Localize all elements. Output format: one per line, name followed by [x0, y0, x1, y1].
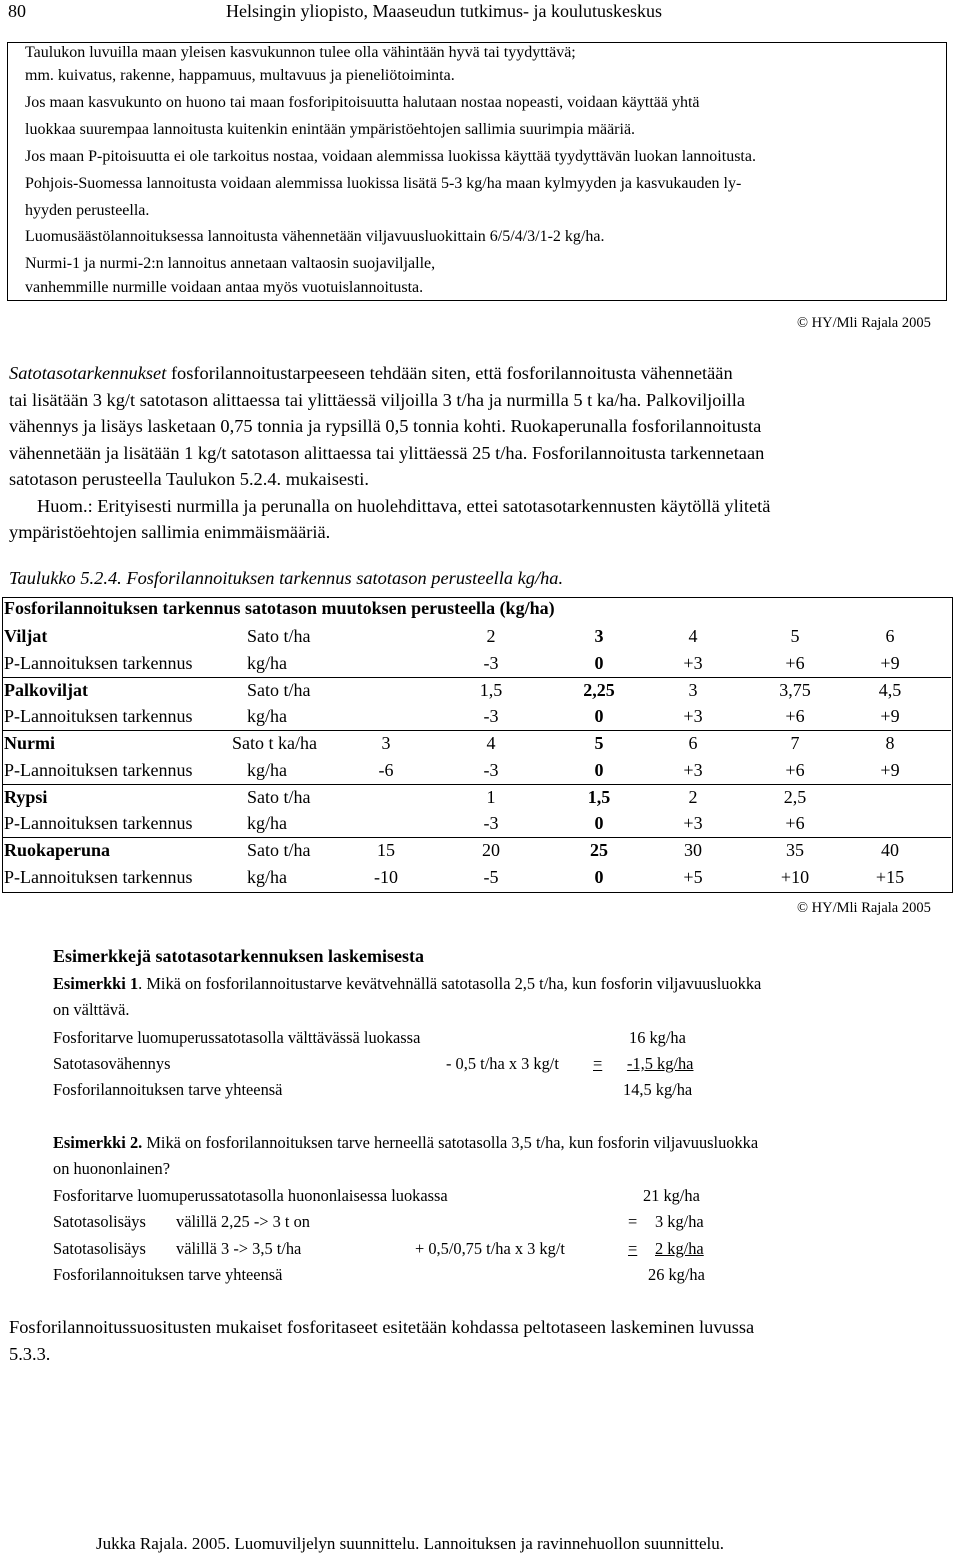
- yield-cell: 6: [688, 733, 698, 753]
- adjustment-cell: 0: [594, 706, 604, 726]
- yield-cell: 4: [688, 626, 698, 646]
- term-satotasotarkennukset: Satotasotarkennukset: [9, 363, 167, 383]
- ex1-row-value: 14,5 kg/ha: [623, 1080, 693, 1099]
- yield-cell: 15: [377, 840, 395, 860]
- yield-cell: 2,5: [783, 786, 807, 807]
- crop-name: Nurmi: [4, 733, 55, 753]
- closing-text: 5.3.3.: [9, 1344, 51, 1364]
- ex2-row-range: välillä 3 -> 3,5 t/ha: [176, 1239, 302, 1258]
- adjustment-cell: +6: [785, 706, 805, 726]
- note-line: Taulukon luvuilla maan yleisen kasvukunnon tulee olla vähintään hyvä tai tyydyttävä;: [25, 44, 576, 61]
- page-footer: Jukka Rajala. 2005. Luomuviljelyn suunnittelu. Lannoituksen ja ravinnehuollon suunnittelu.: [96, 1534, 724, 1553]
- paragraph-text: ympäristöehtojen sallimia enimmäismääriä.: [9, 522, 331, 542]
- adjustment-cell: -3: [483, 813, 499, 833]
- yield-cell: 3: [688, 679, 698, 700]
- adjustment-label: P-Lannoituksen tarkennus: [4, 706, 193, 726]
- adjustment-cell: +3: [683, 813, 703, 833]
- yield-cell: 4,5: [878, 679, 902, 700]
- example-2-label: Esimerkki 2.: [53, 1133, 143, 1152]
- ex2-row-range: välillä 2,25 -> 3 t on: [176, 1212, 310, 1231]
- table-separator: [3, 837, 951, 838]
- phosphorus-adjustment-table: [2, 597, 953, 893]
- table-separator: [3, 784, 951, 785]
- ex1-row-value: -1,5 kg/ha: [627, 1054, 694, 1073]
- yield-label: Sato t ka/ha: [232, 733, 317, 753]
- note-line: Nurmi-1 ja nurmi-2:n lannoitus annetaan valtaosin suojaviljalle,: [25, 255, 436, 272]
- ex1-row-label: Satotasovähennys: [53, 1054, 171, 1073]
- adjustment-label: P-Lannoituksen tarkennus: [4, 652, 193, 673]
- example-2-text-cont: on huononlainen?: [53, 1159, 170, 1178]
- adjustment-cell: 0: [594, 759, 604, 780]
- yield-cell: 3,75: [779, 679, 811, 700]
- note-box: [7, 42, 947, 301]
- adjustment-cell: +3: [683, 759, 703, 780]
- adjustment-cell: -3: [483, 652, 499, 673]
- ex1-row-label: Fosforitarve luomuperussatotasolla välttävässä luokassa: [53, 1028, 421, 1047]
- adjustment-cell: +6: [785, 759, 805, 780]
- adjustment-cell: 0: [594, 813, 604, 833]
- adjustment-cell: +9: [880, 652, 900, 673]
- note-line: mm. kuivatus, rakenne, happamuus, multavuus ja pieneliötoiminta.: [25, 67, 455, 84]
- yield-cell: 25: [590, 840, 608, 860]
- yield-cell: 35: [786, 840, 804, 860]
- adjustment-cell: +6: [785, 652, 805, 673]
- yield-label: Sato t/ha: [247, 626, 311, 646]
- ex2-row-value: 2 kg/ha: [655, 1239, 704, 1258]
- yield-cell: 8: [885, 733, 895, 753]
- yield-cell: 1: [486, 786, 496, 807]
- adjustment-cell: -5: [483, 866, 499, 887]
- note-line: Jos maan kasvukunto on huono tai maan fosforipitoisuutta halutaan nostaa nopeasti, voidaan käyttää yhtä: [25, 94, 700, 111]
- paragraph-text: vähennys ja lisäys lasketaan 0,75 tonnia ja rypsillä 0,5 tonnia kohti. Ruokaperunalla fosforilannoitusta: [9, 416, 762, 436]
- paragraph-text: satotason perusteella Taulukon 5.2.4. mukaisesti.: [9, 469, 369, 489]
- note-line: Pohjois-Suomessa lannoitusta voidaan alemmissa luokissa lisätä 5-3 kg/ha maan kylmyyden ja kasvukauden ly-: [25, 175, 742, 192]
- adjustment-cell: -6: [378, 759, 394, 780]
- yield-cell: 5: [594, 733, 604, 753]
- note-line: hyyden perusteella.: [25, 202, 150, 219]
- adjustment-cell: +10: [780, 866, 810, 887]
- adjustment-cell: +15: [875, 866, 905, 887]
- yield-cell: 2: [688, 786, 698, 807]
- yield-cell: 30: [684, 840, 702, 860]
- note-line: Jos maan P-pitoisuutta ei ole tarkoitus nostaa, voidaan alemmissa luokissa käyttää tyydyttävän luokan lannoitusta.: [25, 148, 756, 165]
- adjustment-cell: +3: [683, 652, 703, 673]
- adjustment-unit: kg/ha: [247, 813, 287, 833]
- paragraph-text: fosforilannoitustarpeeseen tehdään siten, että fosforilannoitusta vähennetään: [170, 363, 733, 383]
- yield-cell: 20: [482, 840, 500, 860]
- example-2-question: [53, 1133, 758, 1153]
- yield-label: Sato t/ha: [247, 840, 311, 860]
- example-1-text-cont: on välttävä.: [53, 1000, 130, 1019]
- note-line: Luomusäästölannoituksessa lannoitusta vähennetään viljavuusluokittain 6/5/4/3/1-2 kg/ha.: [25, 228, 605, 245]
- copyright-table: © HY/Mli Rajala 2005: [797, 900, 931, 916]
- crop-name: Viljat: [4, 626, 48, 646]
- yield-cell: 6: [885, 626, 895, 646]
- adjustment-cell: +6: [785, 813, 805, 833]
- yield-cell: 40: [881, 840, 899, 860]
- yield-cell: 2,25: [583, 679, 615, 700]
- paragraph-text: vähennetään ja lisätään 1 kg/t satotason alittaessa tai ylittäessä 25 t/ha. Fosforilannoitusta tarkennetaan: [9, 442, 765, 463]
- note-line: luokkaa suurempaa lannoitusta kuitenkin enintään ympäristöehtojen sallimia suurimpia määriä.: [25, 121, 636, 138]
- example-2-text: Mikä on fosforilannoituksen tarve herneellä satotasolla 3,5 t/ha, kun fosforin viljavuusluokka: [142, 1133, 759, 1152]
- crop-name: Ruokaperuna: [4, 840, 111, 860]
- yield-cell: 3: [381, 733, 391, 753]
- yield-label: Sato t/ha: [247, 679, 311, 700]
- adjustment-cell: +9: [880, 759, 900, 780]
- example-1-text: . Mikä on fosforilannoitustarve kevätvehnällä satotasolla 2,5 t/ha, kun fosforin viljavuusluokka: [138, 974, 762, 993]
- ex2-row-value: 21 kg/ha: [643, 1186, 700, 1205]
- adjustment-unit: kg/ha: [247, 706, 287, 726]
- adjustment-cell: -10: [374, 866, 398, 887]
- table-separator: [3, 677, 951, 678]
- ex2-row-value: 26 kg/ha: [648, 1265, 705, 1284]
- yield-cell: 7: [790, 733, 800, 753]
- paragraph-satotaso: [9, 360, 931, 546]
- yield-cell: 5: [790, 626, 800, 646]
- adjustment-cell: -3: [483, 706, 499, 726]
- crop-name: Rypsi: [4, 786, 48, 807]
- ex2-row-calc: + 0,5/0,75 t/ha x 3 kg/t: [415, 1239, 565, 1258]
- example-1-label: Esimerkki 1: [53, 974, 139, 993]
- examples-heading: Esimerkkejä satotasotarkennuksen laskemisesta: [53, 946, 425, 966]
- table-separator: [3, 730, 951, 731]
- copyright-note: © HY/Mli Rajala 2005: [797, 315, 931, 331]
- paragraph-text: Huom.: Erityisesti nurmilla ja perunalla on huolehdittava, ettei satotasotarkennusten käytöllä ylitetä: [37, 495, 771, 516]
- ex2-row-label: Satotasolisäys: [53, 1239, 146, 1258]
- adjustment-label: P-Lannoituksen tarkennus: [4, 866, 193, 887]
- ex2-row-label: Satotasolisäys: [53, 1212, 146, 1231]
- yield-label: Sato t/ha: [247, 786, 311, 807]
- adjustment-cell: +5: [683, 866, 703, 887]
- adjustment-cell: +3: [683, 706, 703, 726]
- adjustment-label: P-Lannoituksen tarkennus: [4, 759, 193, 780]
- table-title: Fosforilannoituksen tarkennus satotason muutoksen perusteella (kg/ha): [4, 598, 555, 618]
- adjustment-unit: kg/ha: [247, 866, 287, 887]
- page-header: Helsingin yliopisto, Maaseudun tutkimus- ja koulutuskeskus: [226, 1, 662, 21]
- ex2-row-label: Fosforilannoituksen tarve yhteensä: [53, 1265, 283, 1284]
- yield-cell: 1,5: [587, 786, 611, 807]
- ex2-row-value: 3 kg/ha: [655, 1212, 704, 1231]
- paragraph-text: tai lisätään 3 kg/t satotason alittaessa tai ylittäessä viljoilla 3 t/ha ja nurmilla 5 t ka/ha. Palkoviljoilla: [9, 389, 745, 410]
- ex1-row-value: 16 kg/ha: [629, 1028, 686, 1047]
- adjustment-label: P-Lannoituksen tarkennus: [4, 813, 193, 833]
- adjustment-cell: +9: [880, 706, 900, 726]
- note-line: vanhemmille nurmille voidaan antaa myös vuotuislannoitusta.: [25, 279, 424, 296]
- ex2-row-eq: =: [628, 1239, 638, 1258]
- adjustment-unit: kg/ha: [247, 759, 287, 780]
- crop-name: Palkoviljat: [4, 679, 88, 700]
- ex1-row-calc: - 0,5 t/ha x 3 kg/t: [446, 1054, 559, 1073]
- adjustment-unit: kg/ha: [247, 652, 287, 673]
- yield-cell: 2: [486, 626, 496, 646]
- adjustment-cell: -3: [483, 759, 499, 780]
- ex2-row-label: Fosforitarve luomuperussatotasolla huononlaisessa luokassa: [53, 1186, 448, 1205]
- table-caption: Taulukko 5.2.4. Fosforilannoituksen tarkennus satotason perusteella kg/ha.: [9, 568, 564, 588]
- yield-cell: 1,5: [479, 679, 503, 700]
- ex1-row-label: Fosforilannoituksen tarve yhteensä: [53, 1080, 283, 1099]
- page-number: 80: [8, 1, 26, 21]
- example-1-question: [53, 974, 761, 994]
- ex1-row-eq: =: [593, 1054, 603, 1073]
- ex2-row-eq: =: [628, 1212, 638, 1231]
- yield-cell: 4: [486, 733, 496, 753]
- yield-cell: 3: [594, 626, 604, 646]
- adjustment-cell: 0: [594, 866, 604, 887]
- closing-text: Fosforilannoitussuositusten mukaiset fosforitaseet esitetään kohdassa peltotaseen laskeminen luvussa: [9, 1317, 755, 1337]
- adjustment-cell: 0: [594, 652, 604, 673]
